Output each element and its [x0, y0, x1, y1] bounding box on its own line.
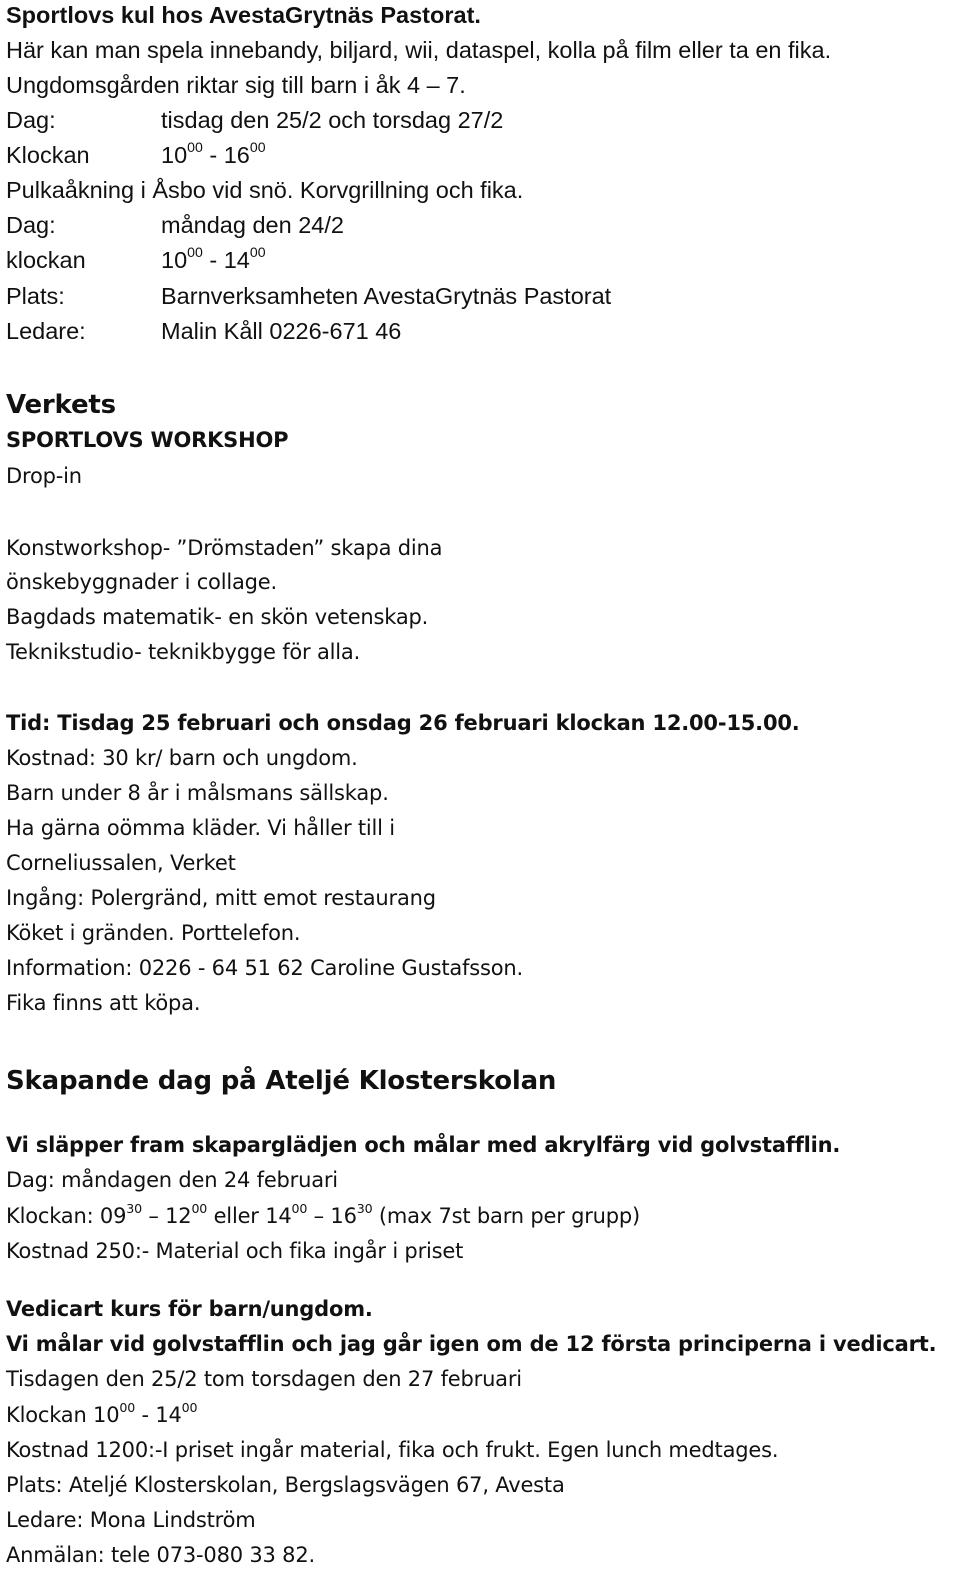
- atelje-time-b-min: 00: [191, 1201, 208, 1216]
- dag2-value: måndag den 24/2: [161, 212, 344, 238]
- dag2-label: Dag:: [6, 212, 56, 238]
- atelje-time-b: – 12: [141, 1204, 192, 1228]
- klockan1-min2: 00: [249, 139, 266, 155]
- verkets-konst1: Konstworkshop- ”Drömstaden” skapa dina: [6, 536, 443, 560]
- vedicart-time-b: - 14: [135, 1403, 182, 1427]
- atelje-time-d: – 16: [307, 1204, 357, 1228]
- vedicart-plats: Plats: Ateljé Klosterskolan, Bergslagsvägen 67, Avesta: [6, 1473, 565, 1497]
- verkets-subheading: SPORTLOVS WORKSHOP: [6, 428, 289, 452]
- sportlov-dag2: [6, 212, 344, 239]
- verkets-cornelius: Corneliussalen, Verket: [6, 851, 236, 875]
- verkets-tid: Tid: Tisdag 25 februari och onsdag 26 februari klockan 12.00-15.00.: [6, 711, 800, 735]
- klockan2-label: klockan: [6, 247, 86, 273]
- sportlov-klockan2: [6, 244, 266, 274]
- sportlov-line2: Ungdomsgården riktar sig till barn i åk 4 – 7.: [6, 72, 466, 98]
- verkets-ingang: Ingång: Polergränd, mitt emot restaurang: [6, 886, 436, 910]
- vedicart-datum: Tisdagen den 25/2 tom torsdagen den 27 februari: [6, 1367, 522, 1391]
- atelje-intro: Vi släpper fram skaparglädjen och målar med akrylfärg vid golvstafflin.: [6, 1133, 841, 1157]
- verkets-barn: Barn under 8 år i målsmans sällskap.: [6, 781, 389, 805]
- vedicart-intro: Vi målar vid golvstafflin och jag går igen om de 12 första principerna i vedicart.: [6, 1332, 937, 1356]
- sportlov-title: Sportlovs kul hos AvestaGrytnäs Pastorat.: [6, 2, 481, 28]
- atelje-time-a: Klockan: 09: [6, 1204, 127, 1228]
- atelje-time-d-min: 30: [356, 1201, 373, 1216]
- plats-label: Plats:: [6, 283, 65, 309]
- verkets-fika: Fika finns att köpa.: [6, 991, 201, 1015]
- vedicart-anmalan: Anmälan: tele 073-080 33 82.: [6, 1543, 315, 1567]
- atelje-heading: Skapande dag på Ateljé Klosterskolan: [6, 1066, 557, 1096]
- klockan1-label: Klockan: [6, 142, 90, 168]
- sportlov-pulka: Pulkaåkning i Åsbo vid snö. Korvgrillning och fika.: [6, 177, 524, 203]
- atelje-time-c: eller 14: [207, 1204, 292, 1228]
- atelje-dag: Dag: måndagen den 24 februari: [6, 1168, 338, 1192]
- klockan1-min1: 00: [187, 139, 203, 155]
- vedicart-heading: Vedicart kurs för barn/ungdom.: [6, 1297, 373, 1321]
- verkets-info: Information: 0226 - 64 51 62 Caroline Gustafsson.: [6, 956, 523, 980]
- verkets-teknik: Teknikstudio- teknikbygge för alla.: [6, 640, 361, 664]
- verkets-koket: Köket i gränden. Porttelefon.: [6, 921, 301, 945]
- dag1-value: tisdag den 25/2 och torsdag 27/2: [161, 107, 504, 133]
- atelje-klockan: [6, 1201, 641, 1228]
- klockan2-min1: 00: [187, 244, 203, 260]
- klockan1-hour2: - 16: [202, 142, 250, 168]
- ledare-label: Ledare:: [6, 318, 86, 344]
- ledare-value: Malin Kåll 0226-671 46: [161, 318, 402, 344]
- dag1-label: Dag:: [6, 107, 56, 133]
- atelje-time-a-min: 30: [126, 1201, 142, 1216]
- klockan2-hour2: - 14: [202, 247, 250, 273]
- verkets-klader: Ha gärna oömma kläder. Vi håller till i: [6, 816, 395, 840]
- sportlov-plats: [6, 283, 611, 310]
- vedicart-time-a: Klockan 10: [6, 1403, 120, 1427]
- plats-value: Barnverksamheten AvestaGrytnäs Pastorat: [161, 283, 612, 309]
- klockan2-hour1: 10: [161, 247, 188, 273]
- vedicart-time-b-min: 00: [181, 1400, 198, 1415]
- atelje-time-note: (max 7st barn per grupp): [372, 1204, 641, 1228]
- verkets-bagdad: Bagdads matematik- en skön vetenskap.: [6, 605, 429, 629]
- sportlov-dag1: [6, 107, 503, 134]
- sportlov-klockan1: [6, 139, 266, 169]
- vedicart-ledare: Ledare: Mona Lindström: [6, 1508, 256, 1532]
- sportlov-line1: Här kan man spela innebandy, biljard, wii, dataspel, kolla på film eller ta en fika.: [6, 37, 832, 63]
- klockan1-hour1: 10: [161, 142, 188, 168]
- vedicart-klockan: [6, 1400, 198, 1427]
- verkets-heading: Verkets: [6, 390, 116, 420]
- verkets-konst2: önskebyggnader i collage.: [6, 570, 277, 594]
- atelje-time-c-min: 00: [291, 1201, 308, 1216]
- atelje-kostnad: Kostnad 250:- Material och fika ingår i priset: [6, 1239, 464, 1263]
- vedicart-time-a-min: 00: [119, 1400, 136, 1415]
- sportlov-ledare: [6, 318, 401, 345]
- verkets-dropin: Drop-in: [6, 464, 82, 488]
- vedicart-kostnad: Kostnad 1200:-I priset ingår material, fika och frukt. Egen lunch medtages.: [6, 1438, 779, 1462]
- verkets-kostnad: Kostnad: 30 kr/ barn och ungdom.: [6, 746, 358, 770]
- klockan2-min2: 00: [249, 244, 266, 260]
